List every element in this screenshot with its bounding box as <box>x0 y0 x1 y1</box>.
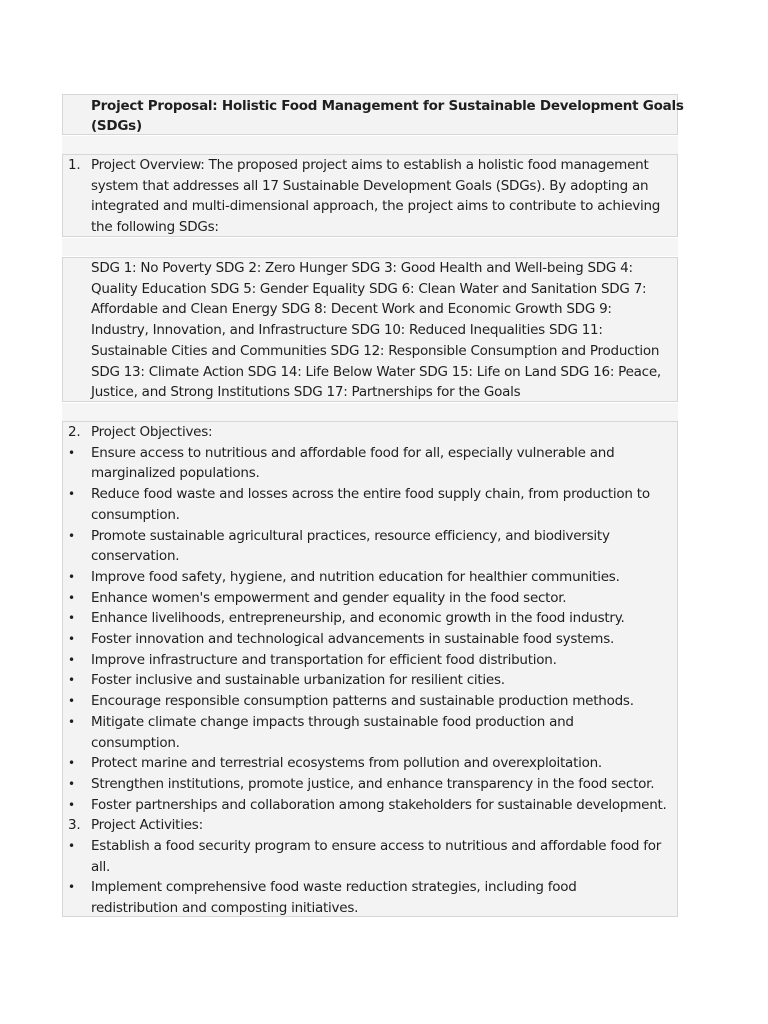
activity-item-continuation: redistribution and composting initiatives. <box>91 900 359 917</box>
objective-item: • Reduce food waste and losses across the entire food supply chain, from production to <box>63 484 677 505</box>
objective-item: • Promote sustainable agricultural practices, resource efficiency, and biodiversity <box>63 526 677 547</box>
title-box <box>62 94 684 135</box>
bullet-icon: • <box>68 714 75 729</box>
bullet-icon: • <box>68 569 75 584</box>
objective-item: • Enhance women's empowerment and gender equality in the food sector. <box>63 588 677 609</box>
activity-item-continuation: all. <box>91 858 111 875</box>
bullet-icon: • <box>68 797 75 812</box>
overview-number: 1. <box>68 157 81 173</box>
objectives-heading <box>63 422 677 443</box>
separator-strip <box>62 136 678 154</box>
sdg-line: SDG 13: Climate Action SDG 14: Life Below Water SDG 15: Life on Land SDG 16: Peace, <box>91 363 661 380</box>
bullet-icon: • <box>68 487 75 502</box>
objective-item: • Foster partnerships and collaboration among stakeholders for sustainable development. <box>63 795 677 816</box>
objective-item-continuation: marginalized populations. <box>91 465 260 482</box>
activities-number: 3. <box>68 817 81 834</box>
activity-item: • Implement comprehensive food waste reduction strategies, including food <box>63 877 677 898</box>
overview-box <box>62 154 678 237</box>
objective-item: • Enhance livelihoods, entrepreneurship, and economic growth in the food industry. <box>63 608 677 629</box>
sdg-line: Justice, and Strong Institutions SDG 17: Partnerships for the Goals <box>91 384 521 401</box>
bullet-icon: • <box>68 528 75 543</box>
objective-item: • Ensure access to nutritious and affordable food for all, especially vulnerable and <box>63 443 677 464</box>
sdg-list-box <box>62 257 678 402</box>
bullet-icon: • <box>68 445 75 460</box>
objective-item-continuation: consumption. <box>91 506 180 523</box>
overview-line: system that addresses all 17 Sustainable Development Goals (SDGs). By adopting an <box>91 177 649 194</box>
bullet-icon: • <box>68 776 75 791</box>
objectives-box <box>62 421 678 917</box>
bullet-icon: • <box>68 652 75 667</box>
objective-item: • Encourage responsible consumption patterns and sustainable production methods. <box>63 691 677 712</box>
bullet-icon: • <box>68 756 75 771</box>
bullet-icon: • <box>68 694 75 709</box>
bullet-icon: • <box>68 632 75 647</box>
overview-text: Project Overview: The proposed project aims to establish a holistic food management <box>91 157 649 173</box>
objective-item: • Foster inclusive and sustainable urbanization for resilient cities. <box>63 670 677 691</box>
separator-strip <box>62 238 678 256</box>
objectives-heading-text: Project Objectives: <box>91 424 213 440</box>
objective-item-continuation: consumption. <box>91 734 180 751</box>
separator-strip <box>62 403 678 421</box>
objective-item: • Mitigate climate change impacts through sustainable food production and <box>63 712 677 733</box>
bullet-icon: • <box>68 839 75 854</box>
activities-heading <box>63 815 677 836</box>
sdg-line: Quality Education SDG 5: Gender Equality SDG 6: Clean Water and Sanitation SDG 7: <box>91 280 647 297</box>
activity-item: • Establish a food security program to ensure access to nutritious and affordable food for <box>63 836 677 857</box>
sdg-line: Sustainable Cities and Communities SDG 12: Responsible Consumption and Production <box>91 342 660 359</box>
objective-item: • Improve food safety, hygiene, and nutrition education for healthier communities. <box>63 567 677 588</box>
objective-item-continuation: conservation. <box>91 548 180 565</box>
objective-item: • Improve infrastructure and transportation for efficient food distribution. <box>63 650 677 671</box>
sdg-line: Industry, Innovation, and Infrastructure SDG 10: Reduced Inequalities SDG 11: <box>91 322 603 339</box>
document-title-line-2: (SDGs) <box>91 117 142 134</box>
overview-line: integrated and multi-dimensional approach, the project aims to contribute to achieving <box>91 198 661 215</box>
bullet-icon: • <box>68 590 75 605</box>
sdg-line: Affordable and Clean Energy SDG 8: Decent Work and Economic Growth SDG 9: <box>91 301 612 318</box>
bullet-icon: • <box>68 611 75 626</box>
overview-line <box>63 155 677 176</box>
activities-heading-text: Project Activities: <box>91 817 203 834</box>
bullet-icon: • <box>68 673 75 688</box>
overview-line: the following SDGs: <box>91 219 219 236</box>
document-title-line-1: Project Proposal: Holistic Food Management for Sustainable Development Goals <box>91 98 684 114</box>
objective-item: • Strengthen institutions, promote justice, and enhance transparency in the food sector. <box>63 774 677 795</box>
objectives-number: 2. <box>68 424 81 440</box>
objective-item: • Protect marine and terrestrial ecosystems from pollution and overexploitation. <box>63 753 677 774</box>
sdg-line: SDG 1: No Poverty SDG 2: Zero Hunger SDG 3: Good Health and Well-being SDG 4: <box>91 260 633 276</box>
objective-item: • Foster innovation and technological advancements in sustainable food systems. <box>63 629 677 650</box>
bullet-icon: • <box>68 880 75 895</box>
